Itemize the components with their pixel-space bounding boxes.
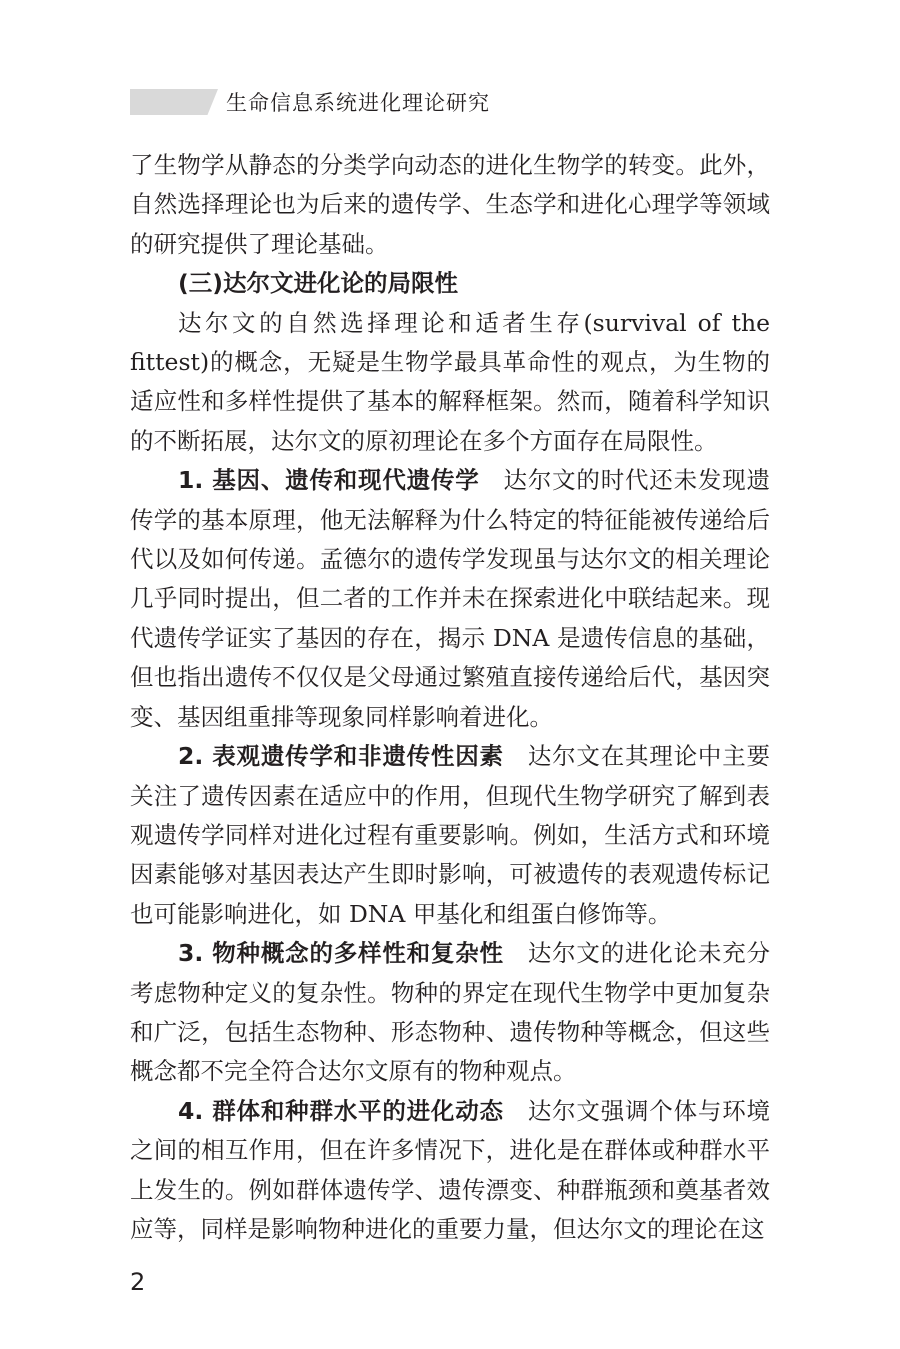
list-item-3 xyxy=(130,934,770,1092)
page-number: 2 xyxy=(130,1268,146,1296)
list-item-2-text: 达尔文在其理论中主要关注了遗传因素在适应中的作用，但现代生物学研究了解到表观遗传学同样对进化过程有重要影响。例如，生活方式和环境因素能够对基因表达产生即时影响，可被遗传的表观遗传标记也可能影响进化，如 DNA 甲基化和组蛋白修饰等。 xyxy=(130,742,770,928)
list-item-1-heading: 1. 基因、遗传和现代遗传学 xyxy=(178,466,480,495)
list-item-3-text: 达尔文的进化论未充分考虑物种定义的复杂性。物种的界定在现代生物学中更加复杂和广泛，包括生态物种、形态物种、遗传物种等概念，但这些概念都不完全符合达尔文原有的物种观点。 xyxy=(130,939,770,1086)
list-item-3-heading: 3. 物种概念的多样性和复杂性 xyxy=(178,939,504,968)
list-item-2-heading: 2. 表观遗传学和非遗传性因素 xyxy=(178,742,504,771)
body-text xyxy=(130,146,770,1249)
list-item-4 xyxy=(130,1092,770,1250)
paragraph-continuation: 了生物学从静态的分类学向动态的进化生物学的转变。此外，自然选择理论也为后来的遗传学、生态学和进化心理学等领域的研究提供了理论基础。 xyxy=(130,151,770,258)
running-header-title: 生命信息系统进化理论研究 xyxy=(226,91,490,115)
section-heading: (三)达尔文进化论的局限性 xyxy=(178,269,458,298)
list-item-1-text: 达尔文的时代还未发现遗传学的基本原理，他无法解释为什么特定的特征能被传递给后代以及如何传递。孟德尔的遗传学发现虽与达尔文的相关理论几乎同时提出，但二者的工作并未在探索进化中联结起来。现代遗传学证实了基因的存在，揭示 DNA 是遗传信息的基础，但也指出遗传不仅仅是父母通过繁殖直接传递给后代，基因突变、基因组重排等现象同样影响着进化。 xyxy=(130,466,770,731)
header-gray-tab xyxy=(130,89,218,115)
list-item-2 xyxy=(130,737,770,934)
list-item-4-heading: 4. 群体和种群水平的进化动态 xyxy=(178,1096,504,1125)
running-header xyxy=(130,86,490,118)
list-item-1 xyxy=(130,461,770,737)
paragraph-intro: 达尔文的自然选择理论和适者生存(survival of the fittest)的概念，无疑是生物学最具革命性的观点，为生物的适应性和多样性提供了基本的解释框架。然而，随着科学知识的不断拓展，达尔文的原初理论在多个方面存在局限性。 xyxy=(130,308,770,455)
list-item-4-text: 达尔文强调个体与环境之间的相互作用，但在许多情况下，进化是在群体或种群水平上发生的。例如群体遗传学、遗传漂变、种群瓶颈和奠基者效应等，同样是影响物种进化的重要力量，但达尔文的理论在这 xyxy=(130,1096,770,1243)
